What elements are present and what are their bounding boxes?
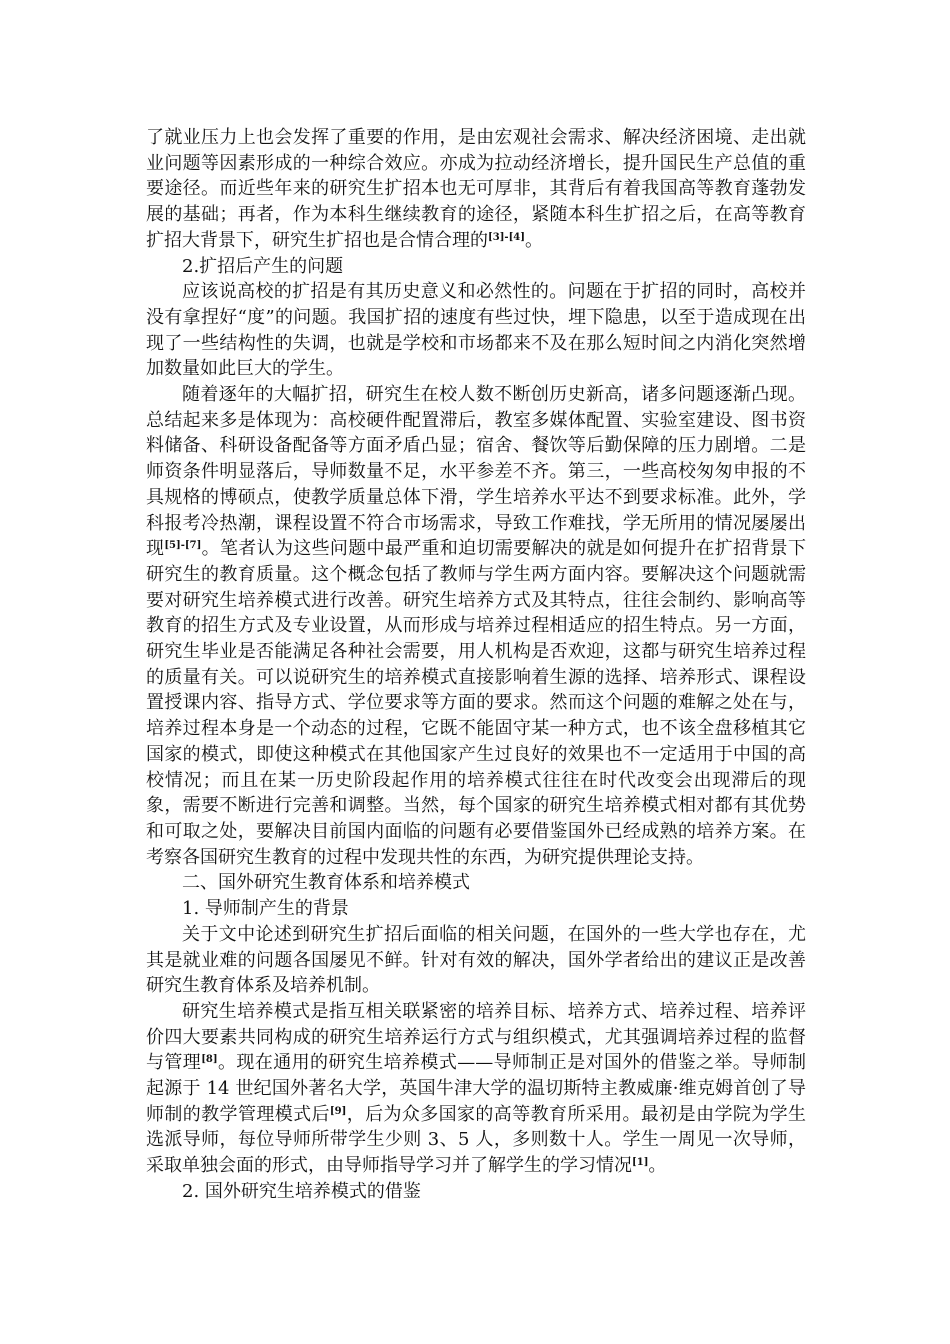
section-heading: [146, 254, 806, 280]
section-heading: [146, 896, 806, 922]
section-heading: [146, 1179, 806, 1205]
paragraph-text: 随着逐年的大幅扩招，研究生在校人数不断创历史新高，诸多问题逐渐凸现。总结起来多是体现为：高校硬件配置滞后，教室多媒体配置、实验室建设、图书资料储备、科研设备配备等方面矛盾凸显；宿舍、餐饮等后勤保障的压力剧增。二是师资条件明显落后，导师数量不足，水平参差不齐。第三，一些高校匆匆申报的不具规格的博硕点，使教学质量总体下滑，学生培养水平达不到要求标准。此外，学科报考冷热潮，课程设置不符合市场需求，导致工作难找，学无所用的情况屡屡出现: [146, 384, 806, 560]
paragraph-text: 研究生培养模式是指互相关联紧密的培养目标、培养方式、培养过程、培养评价四大要素共同构成的研究生培养运行方式与组织模式，尤其强调培养过程的监督与管理: [146, 1000, 806, 1074]
body-paragraph: [146, 382, 806, 870]
citation-marker: [9]: [329, 1105, 347, 1117]
continued-paragraph: [146, 125, 806, 254]
paper-page: [146, 125, 806, 1205]
body-paragraph: [146, 922, 806, 999]
citation-marker: [1]: [632, 1157, 649, 1169]
paragraph-text: 。笔者认为这些问题中最严重和迫切需要解决的就是如何提升在扩招背景下研究生的教育质量。这个概念包括了教师与学生两方面内容。要解决这个问题就需要对研究生培养模式进行改善。研究生培养方式及其特点，往往会制约、影响高等教育的招生方式及专业设置，从而形成与培养过程相适应的招生特点。另一方面，研究生毕业是否能满足各种社会需要，用人机构是否欢迎，这都与研究生培养过程的质量有关。可以说研究生的培养模式直接影响着生源的选择、培养形式、课程设置授课内容、指导方式、学位要求等方面的要求。然而这个问题的难解之处在与，培养过程本身是一个动态的过程，它既不能固守某一种方式，也不该全盘移植其它国家的模式，即使这种模式在其他国家产生过良好的效果也不一定适用于中国的高校情况；而且在某一历史阶段起作用的培养模式往往在时代改变会出现滞后的现象，需要不断进行完善和调整。当然，每个国家的研究生培养模式相对都有其优势和可取之处，要解决目前国内面临的问题有必要借鉴国外已经成熟的培养方案。在考察各国研究生教育的过程中发现共性的东西，为研究提供理论支持。: [146, 538, 807, 868]
body-paragraph: [146, 999, 806, 1179]
paragraph-text: 。: [648, 1155, 667, 1177]
citation-marker: [8]: [201, 1054, 218, 1066]
body-paragraph: [146, 279, 806, 382]
paragraph-text: 2. 国外研究生培养模式的借鉴: [182, 1180, 421, 1202]
paragraph-text: 2.扩招后产生的问题: [182, 255, 344, 277]
paragraph-text: 应该说高校的扩招是有其历史意义和必然性的。问题在于扩招的同时，高校并没有拿捏好“度”的问题。我国扩招的速度有些过快，埋下隐患，以至于造成现在出现了一些结构性的失调，也就是学校和市场都来不及在那么短时间之内消化突然增加数量如此巨大的学生。: [146, 281, 806, 380]
paragraph-text: 关于文中论述到研究生扩招后面临的相关问题，在国外的一些大学也存在，尤其是就业难的问题各国屡见不鲜。针对有效的解决，国外学者给出的建议正是改善研究生教育体系及培养机制。: [146, 923, 806, 997]
paragraph-text: 1. 导师制产生的背景: [182, 898, 349, 920]
paragraph-text: 二、国外研究生教育体系和培养模式: [182, 872, 470, 894]
paragraph-text: ，后为众多国家的高等教育所采用。最初是由学院为学生选派导师，每位导师所带学生少则 3、5 人，多则数十人。学生一周见一次导师，采取单独会面的形式，由导师指导学习并了解学生的学习情况: [146, 1103, 807, 1177]
paragraph-text: 了就业压力上也会发挥了重要的作用，是由宏观社会需求、解决经济困境、走出就业问题等因素形成的一种综合效应。亦成为拉动经济增长，提升国民生产总值的重要途径。而近些年来的研究生扩招本也无可厚非，其背后有着我国高等教育蓬勃发展的基础；再者，作为本科生继续教育的途径，紧随本科生扩招之后，在高等教育扩招大背景下，研究生扩招也是合情合理的: [146, 127, 806, 251]
section-heading: [146, 870, 806, 896]
citation-marker: [3]-[4]: [488, 231, 525, 243]
paragraph-text: 。现在通用的研究生培养模式——导师制正是对国外的借鉴之举。导师制起源于 14 世纪国外著名大学，英国牛津大学的温切斯特主教威廉·维克姆首创了导师制的教学管理模式后: [146, 1052, 807, 1125]
citation-marker: [5]-[7]: [164, 540, 202, 552]
paragraph-text: 。: [525, 229, 543, 251]
